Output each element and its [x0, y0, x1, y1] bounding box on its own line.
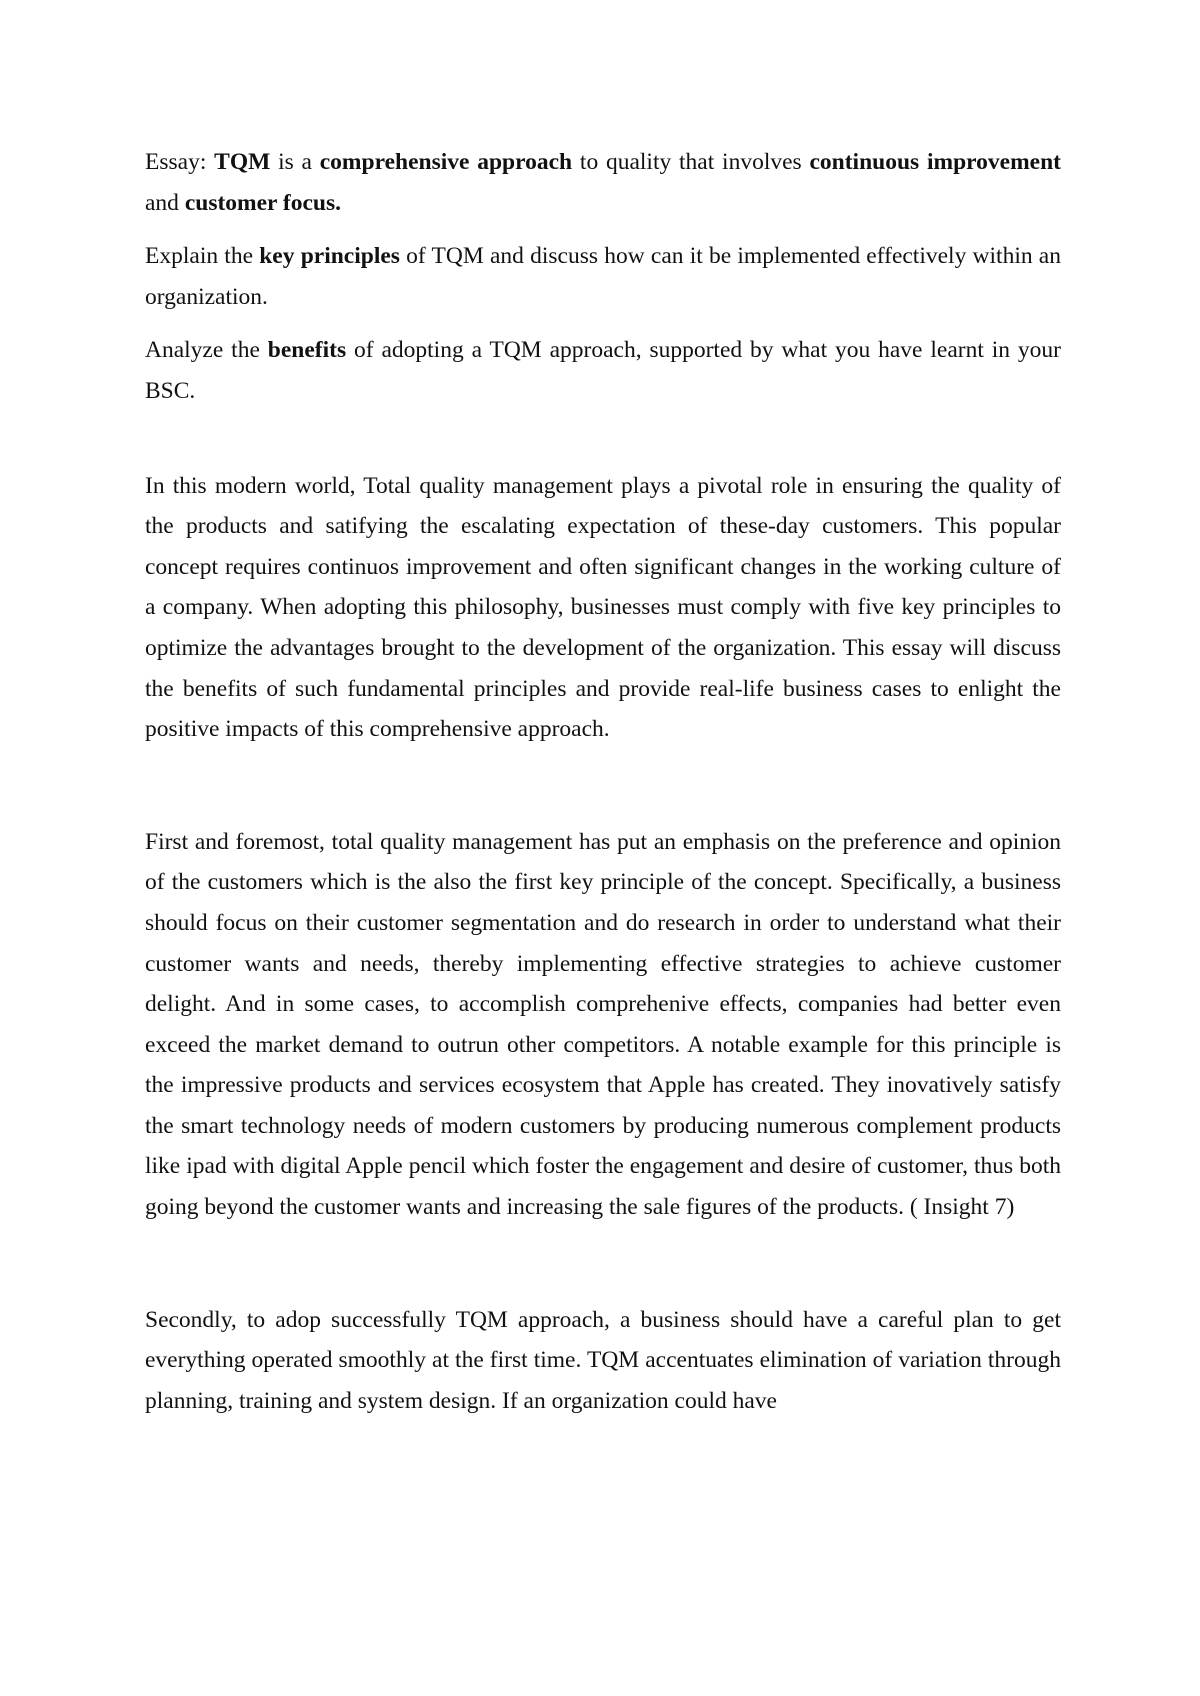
instruction-text: of adopting a TQM approach, supported by what you have learnt in your BSC. [145, 337, 1061, 404]
paragraph-introduction: In this modern world, Total quality management plays a pivotal role in ensuring the quality of the products and satifying the escalating expectation of these-day customers. This popular concept requires continuos improvement and often significant changes in the working culture of a company. When adopting this philosophy, businesses must comply with five key principles to optimize the advantages brought to the development of the organization. This essay will discuss the benefits of such fundamental principles and provide real-life business cases to enlight the positive impacts of this comprehensive approach. [145, 472, 1061, 743]
instruction-emphasis: key principles [259, 243, 400, 270]
prompt-emphasis: customer focus. [184, 189, 342, 216]
essay-prompt [145, 142, 1061, 223]
instruction-text: Analyze the [145, 337, 268, 364]
document-body [145, 142, 1061, 1421]
instruction-text: Explain the [145, 243, 260, 270]
prompt-text: and [145, 189, 185, 216]
essay-instruction-explain [145, 236, 1061, 317]
prompt-emphasis: TQM [214, 149, 271, 175]
prompt-emphasis: comprehensive approach [319, 149, 573, 175]
paragraph-customer-focus: First and foremost, total quality management has put an emphasis on the preference and opinion of the customers which is the also the first key principle of the concept. Specifically, a business should focus on their customer segmentation and do research in order to understand what their customer wants and needs, thereby implementing effective strategies to achieve customer delight. And in some cases, to accomplish comprehenive effects, companies had better even exceed the market demand to outrun other competitors. A notable example for this principle is the impressive products and services ecosystem that Apple has created. They inovatively satisfy the smart technology needs of modern customers by producing numerous complement products like ipad with digital Apple pencil which foster the engagement and desire of customer, thus both going beyond the customer wants and increasing the sale figures of the products. ( Insight 7) [145, 828, 1061, 1221]
prompt-text: Essay: [145, 149, 215, 175]
instruction-emphasis: benefits [267, 337, 347, 364]
prompt-text: to quality that involves [572, 149, 810, 175]
paragraph-planning: Secondly, to adop successfully TQM approach, a business should have a careful plan to get everything operated smoothly at the first time. TQM accentuates elimination of variation through planning, training and system design. If an organization could have [145, 1306, 1061, 1414]
instruction-text: of TQM and discuss how can it be implemented effectively within an organization. [145, 243, 1061, 310]
prompt-emphasis: continuous improvement [809, 149, 1061, 175]
essay-instruction-analyze [145, 330, 1061, 411]
prompt-text: is a [270, 149, 320, 175]
